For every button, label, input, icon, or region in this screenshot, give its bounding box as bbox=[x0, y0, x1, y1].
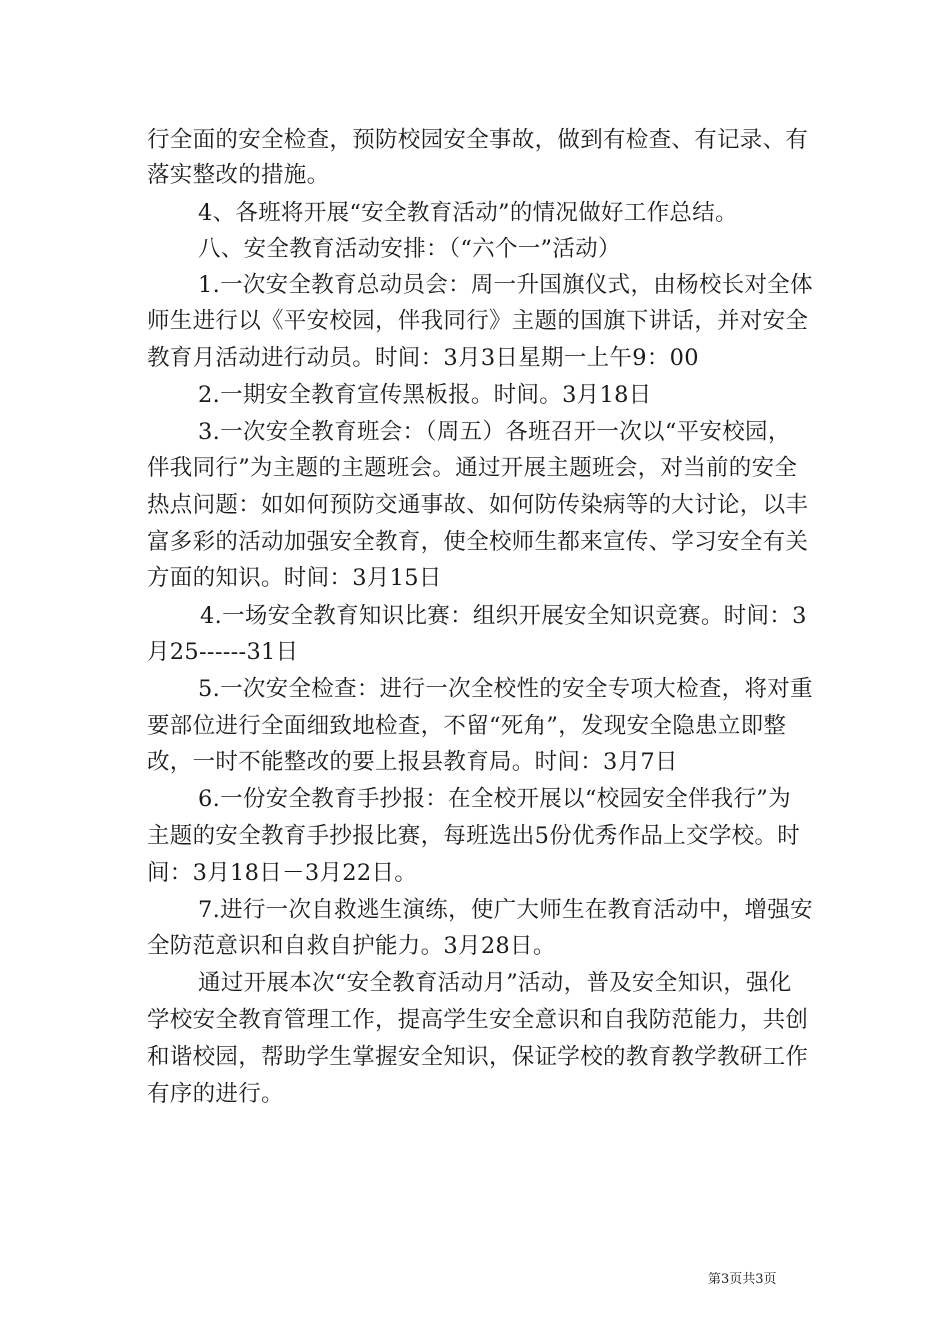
text-line: 5.一次安全检查：进行一次全校性的安全专项大检查，将对重 bbox=[198, 676, 813, 702]
text-line: 主题的安全教育手抄报比赛，每班选出5份优秀作品上交学校。时 bbox=[147, 823, 801, 849]
text-line: 富多彩的活动加强安全教育，使全校师生都来宣传、学习安全有关 bbox=[147, 529, 809, 555]
text-line: 要部位进行全面细致地检查，不留“死角”，发现安全隐患立即整 bbox=[147, 713, 787, 739]
text-line: 落实整改的措施。 bbox=[147, 162, 330, 188]
text-line: 通过开展本次“安全教育活动月”活动，普及安全知识，强化 bbox=[198, 970, 792, 996]
section-heading: 八、安全教育活动安排：（“六个一”活动） bbox=[198, 236, 621, 262]
text-line: 伴我同行”为主题的主题班会。通过开展主题班会，对当前的安全 bbox=[147, 455, 798, 481]
text-line: 行全面的安全检查，预防校园安全事故，做到有检查、有记录、有 bbox=[147, 127, 809, 153]
text-line: 3.一次安全教育班会：（周五）各班召开一次以“平安校园， bbox=[198, 419, 791, 445]
text-line: 间：3月18日－3月22日。 bbox=[147, 860, 418, 886]
text-line: 和谐校园，帮助学生掌握安全知识，保证学校的教育教学教研工作 bbox=[147, 1044, 809, 1070]
text-line: 2.一期安全教育宣传黑板报。时间。3月18日 bbox=[198, 382, 652, 408]
text-line: 师生进行以《平安校园，伴我同行》主题的国旗下讲话，并对安全 bbox=[147, 308, 809, 334]
text-line: 全防范意识和自救自护能力。3月28日。 bbox=[147, 933, 556, 959]
text-line: 4、各班将开展“安全教育活动”的情况做好工作总结。 bbox=[198, 200, 738, 226]
text-line: 7.进行一次自救逃生演练，使广大师生在教育活动中，增强安 bbox=[198, 897, 813, 923]
text-line: 4.一场安全教育知识比赛：组织开展安全知识竞赛。时间：3 bbox=[200, 603, 807, 629]
text-line: 月25------31日 bbox=[147, 639, 299, 665]
text-line: 6.一份安全教育手抄报：在全校开展以“校园安全伴我行”为 bbox=[198, 786, 791, 812]
text-line: 改，一时不能整改的要上报县教育局。时间：3月7日 bbox=[147, 749, 678, 775]
text-line: 教育月活动进行动员。时间：3月3日星期一上午9：00 bbox=[147, 345, 699, 371]
text-line: 1.一次安全教育总动员会：周一升国旗仪式，由杨校长对全体 bbox=[198, 272, 813, 298]
text-line: 热点问题：如如何预防交通事故、如何防传染病等的大讨论，以丰 bbox=[147, 492, 809, 518]
page-number: 第3页共3页 bbox=[708, 1272, 777, 1287]
text-line: 学校安全教育管理工作，提高学生安全意识和自我防范能力，共创 bbox=[147, 1007, 809, 1033]
text-line: 有序的进行。 bbox=[147, 1081, 284, 1107]
text-line: 方面的知识。时间：3月15日 bbox=[147, 565, 442, 591]
